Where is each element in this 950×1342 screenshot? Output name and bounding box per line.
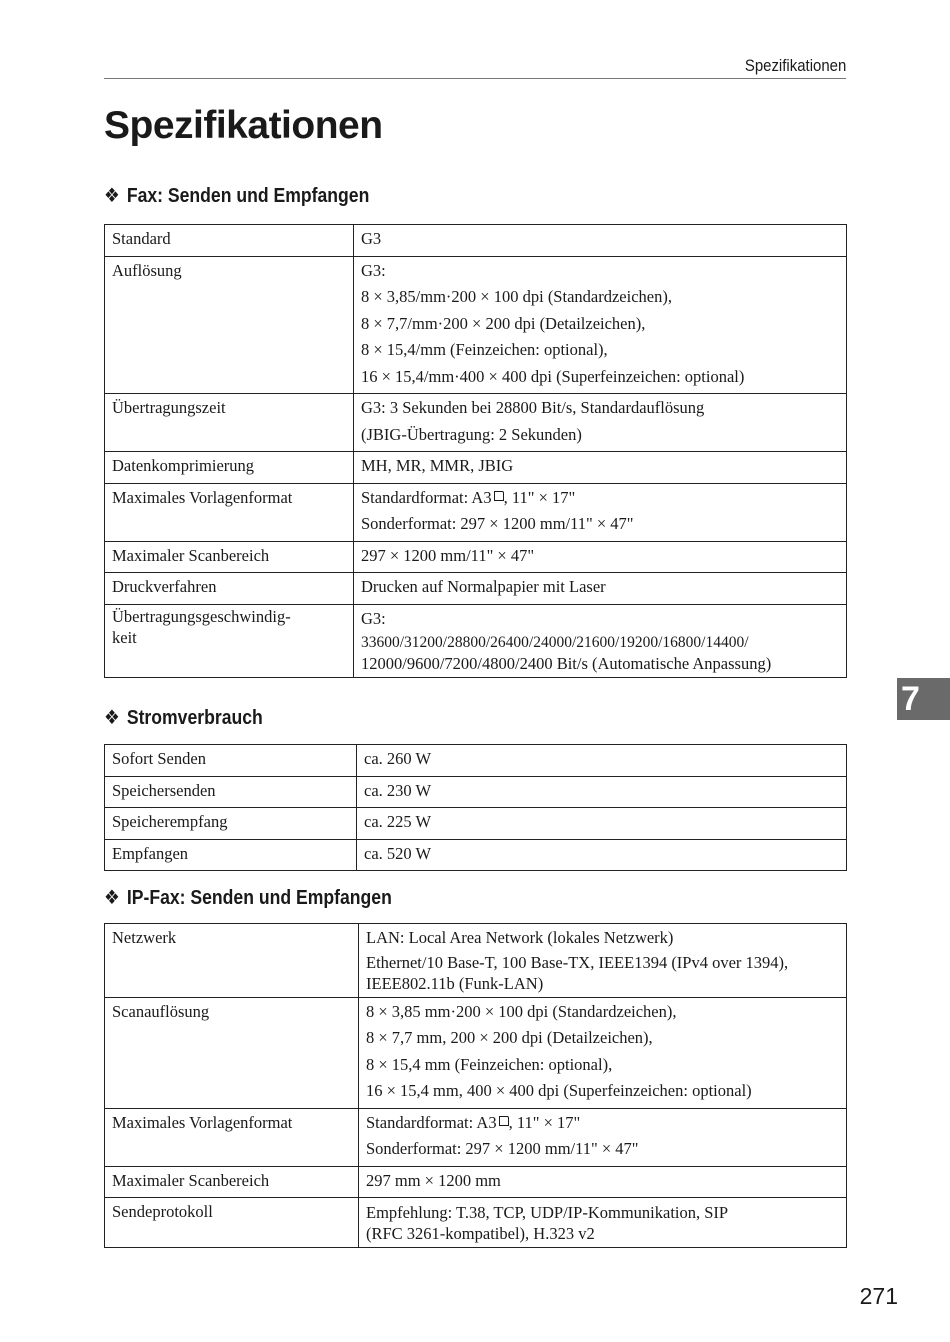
row-label: Sendeprotokoll — [105, 1198, 359, 1248]
row-label: Speicherempfang — [105, 808, 357, 840]
table-row — [105, 1166, 847, 1198]
table-row — [105, 573, 847, 605]
chapter-tab: 7 — [897, 678, 950, 720]
row-label: Netzwerk — [105, 924, 359, 998]
row-value: Drucken auf Normalpapier mit Laser — [354, 573, 847, 605]
table-row — [105, 924, 847, 998]
table-row — [105, 225, 847, 257]
table-row — [105, 541, 847, 573]
row-value: G3 — [354, 225, 847, 257]
row-value: ca. 260 W — [357, 745, 847, 777]
running-head: Spezifikationen — [744, 56, 846, 75]
row-value: MH, MR, MMR, JBIG — [354, 452, 847, 484]
power-spec-table — [104, 744, 847, 871]
section-heading-text: IP-Fax: Senden und Empfangen — [126, 887, 392, 909]
table-row — [105, 394, 847, 452]
header-rule — [104, 78, 846, 79]
table-row — [105, 452, 847, 484]
table-row — [105, 745, 847, 777]
row-label: Maximaler Scanbereich — [105, 541, 354, 573]
row-value: LAN: Local Area Network (lokales Netzwerk) Ethernet/10 Base-T, 100 Base-TX, IEEE1394 (IPv4 over 1394), IEEE802.11b (Funk-LAN) — [359, 924, 847, 998]
table-row — [105, 1198, 847, 1248]
table-row — [105, 604, 847, 678]
diamond-bullet-icon: ❖ — [104, 707, 120, 729]
row-value: ca. 230 W — [357, 776, 847, 808]
row-label: Druckverfahren — [105, 573, 354, 605]
page-title: Spezifikationen — [104, 104, 383, 147]
row-label: Speichersenden — [105, 776, 357, 808]
row-label: Übertragungszeit — [105, 394, 354, 452]
section-heading-ipfax — [104, 885, 392, 910]
section-heading-text: Stromverbrauch — [126, 707, 263, 729]
paper-orientation-icon — [499, 1116, 509, 1126]
table-row — [105, 839, 847, 871]
row-label: Standard — [105, 225, 354, 257]
fax-spec-table — [104, 224, 847, 678]
table-row — [105, 776, 847, 808]
row-value: ca. 520 W — [357, 839, 847, 871]
row-label: Auflösung — [105, 256, 354, 394]
table-row — [105, 997, 847, 1108]
row-label: Sofort Senden — [105, 745, 357, 777]
row-value: Standardformat: A3 , 11" × 17" Sonderformat: 297 × 1200 mm/11" × 47" — [354, 483, 847, 541]
row-value: Standardformat: A3 , 11" × 17" Sonderformat: 297 × 1200 mm/11" × 47" — [359, 1108, 847, 1166]
section-heading-text: Fax: Senden und Empfangen — [126, 185, 370, 207]
diamond-bullet-icon: ❖ — [104, 185, 120, 207]
table-row — [105, 1108, 847, 1166]
ipfax-spec-table — [104, 923, 847, 1248]
row-value: G3: 3 Sekunden bei 28800 Bit/s, Standardauflösung (JBIG-Übertragung: 2 Sekunden) — [354, 394, 847, 452]
row-label: Maximaler Scanbereich — [105, 1166, 359, 1198]
row-label: Maximales Vorlagenformat — [105, 1108, 359, 1166]
section-heading-fax — [104, 183, 369, 208]
table-row — [105, 483, 847, 541]
table-row — [105, 808, 847, 840]
row-label: Scanauflösung — [105, 997, 359, 1108]
row-value: G3: 33600/31200/28800/26400/24000/21600/19200/16800/14400/ 12000/9600/7200/4800/2400 Bit/s (Automatische Anpassung) — [354, 604, 847, 678]
row-value: Empfehlung: T.38, TCP, UDP/IP-Kommunikation, SIP (RFC 3261-kompatibel), H.323 v2 — [359, 1198, 847, 1248]
row-value: 297 mm × 1200 mm — [359, 1166, 847, 1198]
row-value: 8 × 3,85 mm·200 × 100 dpi (Standardzeichen), 8 × 7,7 mm, 200 × 200 dpi (Detailzeichen), 8 × 15,4 mm (Feinzeichen: optional), 16 × 15,4 mm, 400 × 400 dpi (Superfeinzeichen: optional) — [359, 997, 847, 1108]
row-value: G3: 8 × 3,85/mm·200 × 100 dpi (Standardzeichen), 8 × 7,7/mm·200 × 200 dpi (Detailzeichen), 8 × 15,4/mm (Feinzeichen: optional), 16 × 15,4/mm·400 × 400 dpi (Superfeinzeichen: optional) — [354, 256, 847, 394]
row-value: 297 × 1200 mm/11" × 47" — [354, 541, 847, 573]
row-value: ca. 225 W — [357, 808, 847, 840]
row-label: Empfangen — [105, 839, 357, 871]
paper-orientation-icon — [494, 491, 504, 501]
row-label: Maximales Vorlagenformat — [105, 483, 354, 541]
diamond-bullet-icon: ❖ — [104, 887, 120, 909]
page-number: 271 — [859, 1283, 898, 1309]
row-label: Übertragungsgeschwindig- keit — [105, 604, 354, 678]
section-heading-power — [104, 705, 263, 730]
row-label: Datenkomprimierung — [105, 452, 354, 484]
table-row — [105, 256, 847, 394]
